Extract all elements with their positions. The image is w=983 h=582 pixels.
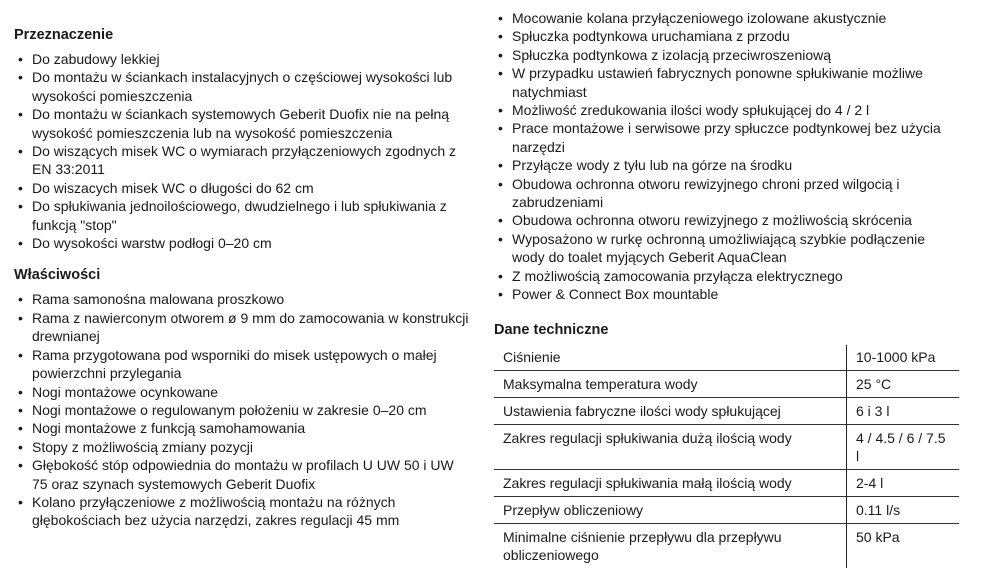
- list-item: • Do wiszacych misek WC o długości do 62 cm: [14, 179, 470, 197]
- list-item: • Do wiszących misek WC o wymiarach przyłączeniowych zgodnych z EN 33:2011: [14, 142, 470, 179]
- right-column: [494, 9, 964, 568]
- spec-value: 4 / 4.5 / 6 / 7.5 l: [847, 424, 960, 469]
- list-item: • Możliwość zredukowania ilości wody spłukującej do 4 / 2 l: [494, 101, 952, 119]
- list-item: • Głębokość stóp odpowiednia do montażu w profilach U UW 50 i UW 75 oraz szynach systemowych Geberit Duofix: [14, 456, 470, 493]
- list-item: • Mocowanie kolana przyłączeniowego izolowane akustycznie: [494, 9, 952, 27]
- spec-value: 2-4 l: [847, 469, 960, 496]
- spec-value: 10-1000 kPa: [847, 345, 960, 371]
- list-item: • Do montażu w ściankach systemowych Geberit Duofix nie na pełną wysokość pomieszczenia lub na wysokość pomieszczenia: [14, 105, 470, 142]
- wlasciwosci-list-continued: [494, 9, 964, 304]
- list-item: • Spłuczka podtynkowa uruchamiana z przodu: [494, 27, 952, 45]
- spec-value: 6 i 3 l: [847, 397, 960, 424]
- list-item: • Nogi montażowe z funkcją samohamowania: [14, 419, 470, 437]
- list-item: • Z możliwością zamocowania przyłącza elektrycznego: [494, 267, 952, 285]
- table-row: [494, 345, 959, 371]
- table-row: [494, 523, 959, 568]
- wlasciwosci-list: [14, 290, 484, 529]
- przeznaczenie-list: [14, 50, 484, 252]
- spec-label: Maksymalna temperatura wody: [494, 370, 847, 397]
- list-item: • Przyłącze wody z tyłu lub na górze na środku: [494, 156, 952, 174]
- table-row: [494, 370, 959, 397]
- table-row: [494, 424, 959, 469]
- list-item: • W przypadku ustawień fabrycznych ponowne spłukiwanie możliwe natychmiast: [494, 64, 952, 101]
- list-item: • Nogi montażowe o regulowanym położeniu w zakresie 0–20 cm: [14, 401, 470, 419]
- list-item: • Power & Connect Box mountable: [494, 285, 952, 303]
- section-title-wlasciwosci: Właściwości: [14, 267, 101, 284]
- spec-label: Ustawienia fabryczne ilości wody spłukującej: [494, 397, 847, 424]
- spec-label: Zakres regulacji spłukiwania dużą ilością wody: [494, 424, 847, 469]
- list-item: • Rama z nawierconym otworem ø 9 mm do zamocowania w konstrukcji drewnianej: [14, 309, 470, 346]
- spec-value: 0.11 l/s: [847, 496, 960, 523]
- technical-data-table: [494, 345, 959, 568]
- list-item: • Prace montażowe i serwisowe przy spłuczce podtynkowej bez użycia narzędzi: [494, 119, 952, 156]
- section-title-przeznaczenie: Przeznaczenie: [14, 27, 114, 43]
- list-item: • Spłuczka podtynkowa z izolacją przeciwroszeniową: [494, 46, 952, 64]
- list-item: • Obudowa ochronna otworu rewizyjnego chroni przed wilgocią i zabrudzeniami: [494, 175, 952, 212]
- spec-value: 25 °C: [847, 370, 960, 397]
- spec-label: Zakres regulacji spłukiwania małą ilością wody: [494, 469, 847, 496]
- list-item: • Nogi montażowe ocynkowane: [14, 383, 470, 401]
- list-item: • Do wysokości warstw podłogi 0–20 cm: [14, 234, 470, 252]
- list-item: • Wyposażono w rurkę ochronną umożliwiającą szybkie podłączenie wody do toalet myjących Geberit AquaClean: [494, 230, 952, 267]
- list-item: • Rama samonośna malowana proszkowo: [14, 290, 470, 308]
- spec-label: Ciśnienie: [503, 348, 561, 365]
- table-row: [494, 397, 959, 424]
- left-column: [14, 26, 484, 530]
- list-item: • Kolano przyłączeniowe z możliwością montażu na różnych głębokościach bez użycia narzędzi, zakres regulacji 45 mm: [14, 493, 470, 530]
- list-item: • Obudowa ochronna otworu rewizyjnego z możliwością skrócenia: [494, 211, 952, 229]
- list-item: • Stopy z możliwością zmiany pozycji: [14, 438, 470, 456]
- section-title-dane-techniczne: Dane techniczne: [494, 321, 609, 338]
- list-item: • Rama przygotowana pod wsporniki do misek ustępowych o małej powierzchni przylegania: [14, 346, 470, 383]
- table-row: [494, 469, 959, 496]
- list-item: • Do montażu w ściankach instalacyjnych o częściowej wysokości lub wysokości pomieszczenia: [14, 68, 470, 105]
- spec-label: Minimalne ciśnienie przepływu dla przepływu obliczeniowego: [494, 523, 847, 568]
- spec-value: 50 kPa: [847, 523, 960, 568]
- spec-label: Przepływ obliczeniowy: [494, 496, 847, 523]
- list-item: • Do spłukiwania jednoilościowego, dwudzielnego i lub spłukiwania z funkcją "stop": [14, 197, 470, 234]
- list-item: • Do zabudowy lekkiej: [14, 50, 470, 68]
- table-row: [494, 496, 959, 523]
